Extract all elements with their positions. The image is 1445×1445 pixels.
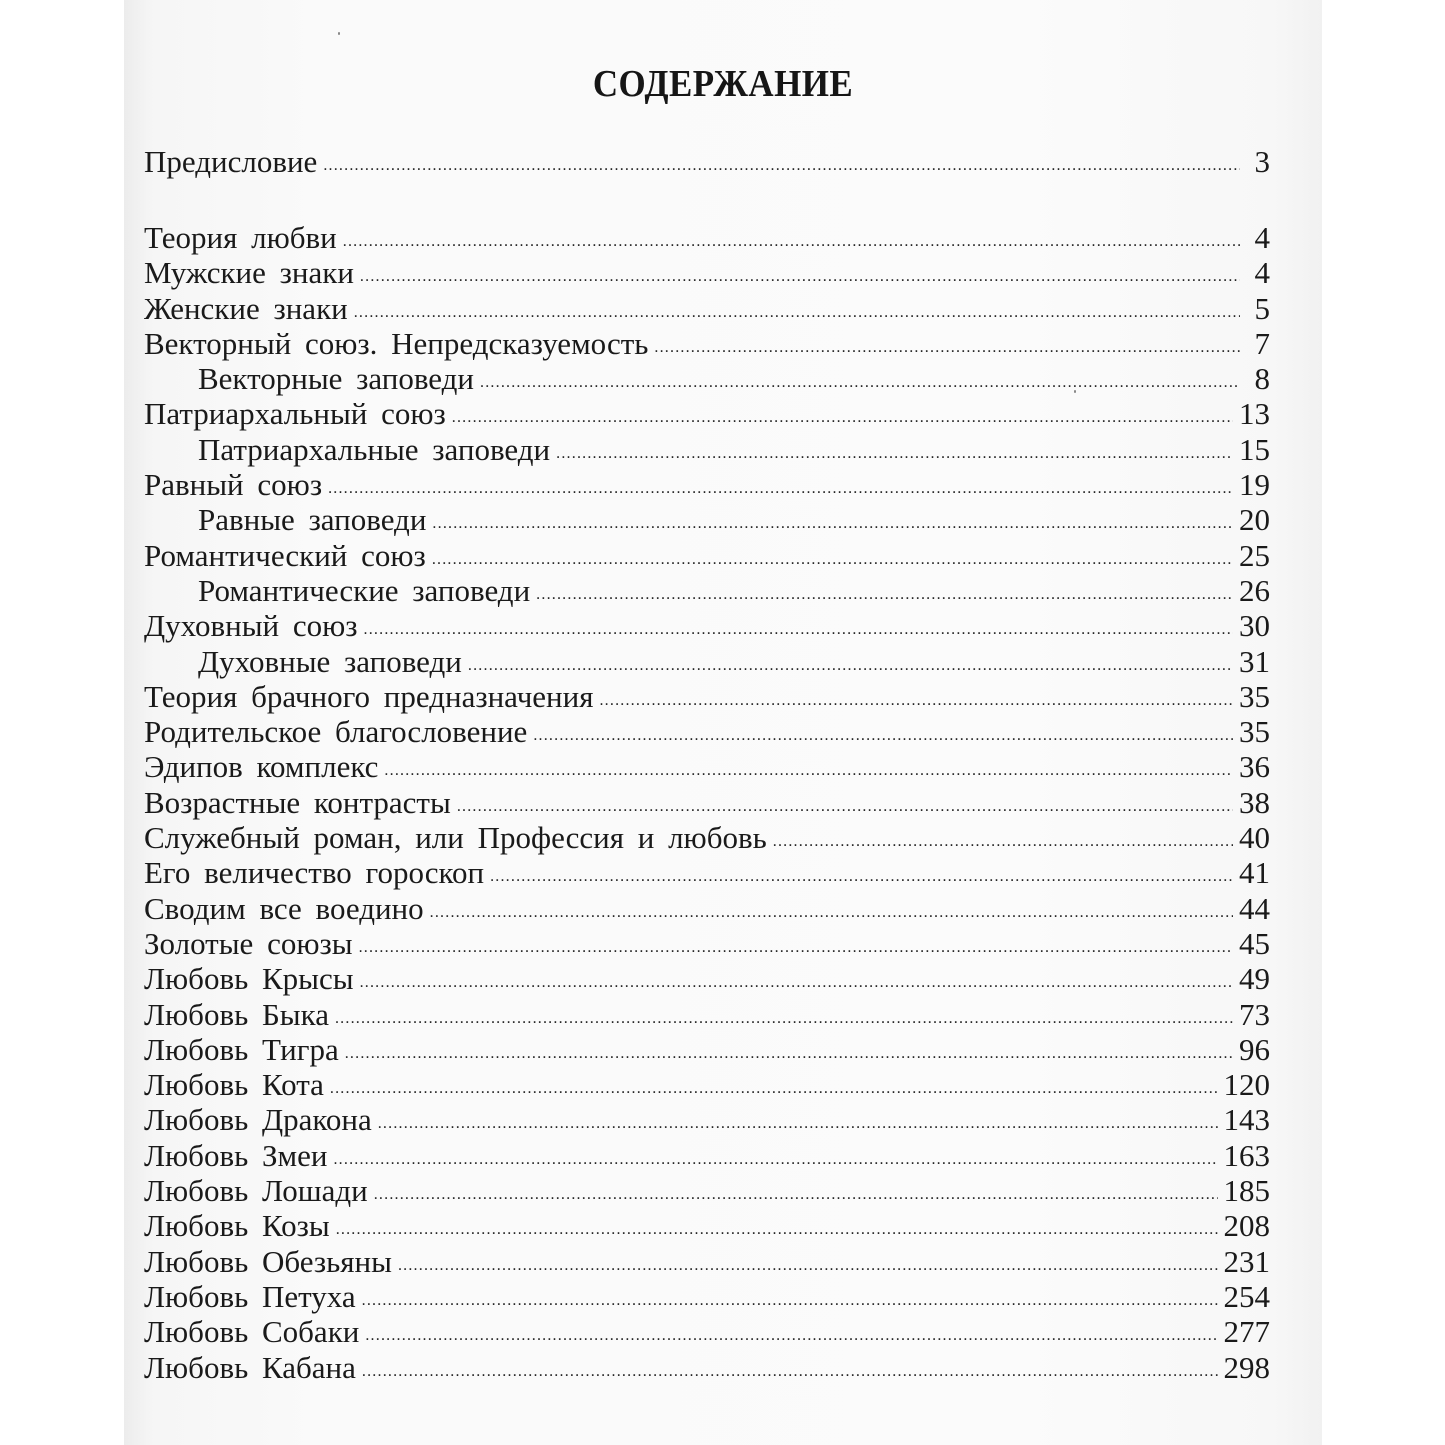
toc-entry-label: Родительское благословение bbox=[144, 714, 528, 750]
toc-entry-label: Любовь Тигра bbox=[144, 1031, 339, 1067]
page-title: СОДЕРЖАНИЕ bbox=[592, 63, 854, 105]
toc-entry bbox=[144, 255, 1270, 290]
toc-entry-page: 30 bbox=[1239, 608, 1270, 644]
toc-subentry bbox=[144, 644, 1270, 679]
toc-entry-page: 73 bbox=[1239, 996, 1270, 1032]
toc-entry-label: Духовный союз bbox=[144, 608, 358, 644]
toc-entry bbox=[144, 1067, 1270, 1102]
paper-speck bbox=[1074, 390, 1076, 393]
dot-leader bbox=[362, 1348, 1218, 1389]
toc-entry-page: 35 bbox=[1239, 678, 1270, 714]
toc-entry-page: 254 bbox=[1223, 1278, 1270, 1314]
toc-entry-label: Патриархальные заповеди bbox=[198, 431, 551, 467]
toc-entry-label: Возрастные контрасты bbox=[144, 784, 451, 820]
toc-entry-page: 96 bbox=[1239, 1031, 1270, 1067]
toc-entry bbox=[144, 220, 1270, 255]
toc-entry-label: Равные заповеди bbox=[198, 502, 427, 538]
toc-entry bbox=[144, 1208, 1270, 1243]
paper-speck bbox=[338, 32, 340, 35]
toc-entry-label: Романтический союз bbox=[144, 537, 426, 573]
toc-entry-label: Любовь Кота bbox=[144, 1067, 324, 1103]
toc-subentry bbox=[144, 502, 1270, 537]
toc-entry-page: 20 bbox=[1239, 502, 1270, 538]
toc-entry-page: 120 bbox=[1223, 1067, 1270, 1103]
toc-entry-label: Его величество гороскоп bbox=[144, 855, 485, 891]
toc-entry bbox=[144, 926, 1270, 961]
toc-entry-page: 19 bbox=[1239, 467, 1270, 503]
toc-entry-label: Любовь Крысы bbox=[144, 961, 354, 997]
toc-entry-label: Любовь Козы bbox=[144, 1208, 330, 1244]
toc-entry bbox=[144, 326, 1270, 361]
toc-entry-preface bbox=[144, 144, 1270, 179]
toc-entry-label: Любовь Дракона bbox=[144, 1102, 372, 1138]
toc-entry bbox=[144, 679, 1270, 714]
toc-entry bbox=[144, 1279, 1270, 1314]
toc-entry-label: Любовь Быка bbox=[144, 996, 329, 1032]
toc-entry-page: 143 bbox=[1223, 1102, 1270, 1138]
toc-entry bbox=[144, 1032, 1270, 1067]
toc-entry-label: Женские знаки bbox=[144, 290, 348, 326]
toc-entry-page: 185 bbox=[1223, 1173, 1270, 1209]
toc-entry-page: 4 bbox=[1254, 255, 1270, 291]
toc-entry-page: 35 bbox=[1239, 714, 1270, 750]
toc-entry bbox=[144, 608, 1270, 643]
toc-entry-page: 31 bbox=[1239, 643, 1270, 679]
toc-entry-label: Любовь Кабана bbox=[144, 1349, 356, 1385]
toc-subentry bbox=[144, 573, 1270, 608]
toc-entry-page: 277 bbox=[1223, 1314, 1270, 1350]
toc-entry-label: Равный союз bbox=[144, 467, 323, 503]
toc-entry bbox=[144, 1173, 1270, 1208]
toc-entry bbox=[144, 538, 1270, 573]
toc-entry-page: 45 bbox=[1239, 925, 1270, 961]
toc-entry bbox=[144, 291, 1270, 326]
toc-preface-section bbox=[144, 144, 1270, 179]
toc-entry-label: Векторный союз. Непредсказуемость bbox=[144, 325, 649, 361]
toc-entry-page: 36 bbox=[1239, 749, 1270, 785]
toc-entry-page: 38 bbox=[1239, 784, 1270, 820]
toc-entry bbox=[144, 1102, 1270, 1137]
toc-entry bbox=[144, 749, 1270, 784]
toc-entry bbox=[144, 467, 1270, 502]
toc-entry-label: Любовь Змеи bbox=[144, 1137, 328, 1173]
toc-entry-label: Духовные заповеди bbox=[198, 643, 462, 679]
toc-entry-page: 163 bbox=[1223, 1137, 1270, 1173]
toc-entry-label: Любовь Обезьяны bbox=[144, 1243, 392, 1279]
book-page bbox=[124, 0, 1322, 1445]
toc-entry bbox=[144, 855, 1270, 890]
toc-entry-page: 41 bbox=[1239, 855, 1270, 891]
toc-entry bbox=[144, 1138, 1270, 1173]
toc-entry bbox=[144, 1244, 1270, 1279]
toc-entry-label: Теория брачного предназначения bbox=[144, 678, 594, 714]
toc-entry-label: Предисловие bbox=[144, 144, 318, 179]
toc-entry-label: Сводим все воедино bbox=[144, 890, 424, 926]
toc-entry-page: 231 bbox=[1223, 1243, 1270, 1279]
toc-entry-label: Эдипов комплекс bbox=[144, 749, 379, 785]
toc-entry-label: Любовь Собаки bbox=[144, 1314, 360, 1350]
toc-entry-label: Патриархальный союз bbox=[144, 396, 446, 432]
toc-entry bbox=[144, 785, 1270, 820]
toc-entry-page: 3 bbox=[1254, 144, 1270, 179]
dot-leader bbox=[323, 142, 1240, 183]
toc-subentry bbox=[144, 361, 1270, 396]
toc-entry bbox=[144, 997, 1270, 1032]
toc-entry-page: 298 bbox=[1223, 1349, 1270, 1385]
toc-entry-page: 15 bbox=[1239, 431, 1270, 467]
toc-entry-page: 26 bbox=[1239, 572, 1270, 608]
toc-entry-page: 25 bbox=[1239, 537, 1270, 573]
toc-entry bbox=[144, 1314, 1270, 1349]
toc-subentry bbox=[144, 432, 1270, 467]
toc-entry-label: Золотые союзы bbox=[144, 925, 353, 961]
toc-entry bbox=[144, 714, 1270, 749]
toc-list bbox=[144, 220, 1270, 1385]
toc-entry-page: 7 bbox=[1254, 325, 1270, 361]
toc-entry-label: Любовь Петуха bbox=[144, 1278, 356, 1314]
toc-entry bbox=[144, 961, 1270, 996]
toc-entry-page: 5 bbox=[1254, 290, 1270, 326]
toc-entry-page: 8 bbox=[1254, 361, 1270, 397]
toc-entry-page: 44 bbox=[1239, 890, 1270, 926]
toc-entry bbox=[144, 891, 1270, 926]
toc-entry-label: Векторные заповеди bbox=[198, 361, 475, 397]
toc-entry-label: Служебный роман, или Профессия и любовь bbox=[144, 820, 767, 856]
toc-entry bbox=[144, 820, 1270, 855]
toc-entry-page: 40 bbox=[1239, 820, 1270, 856]
toc-entry-label: Любовь Лошади bbox=[144, 1173, 368, 1209]
toc-entry bbox=[144, 396, 1270, 431]
toc-entry-page: 4 bbox=[1254, 220, 1270, 255]
toc-entry-page: 13 bbox=[1239, 396, 1270, 432]
toc-entry-label: Романтические заповеди bbox=[198, 572, 531, 608]
toc-entry-page: 49 bbox=[1239, 961, 1270, 997]
toc-entry-page: 208 bbox=[1223, 1208, 1270, 1244]
toc-entry-label: Мужские знаки bbox=[144, 255, 354, 291]
toc-entry-label: Теория любви bbox=[144, 220, 337, 255]
toc-entry bbox=[144, 1350, 1270, 1385]
